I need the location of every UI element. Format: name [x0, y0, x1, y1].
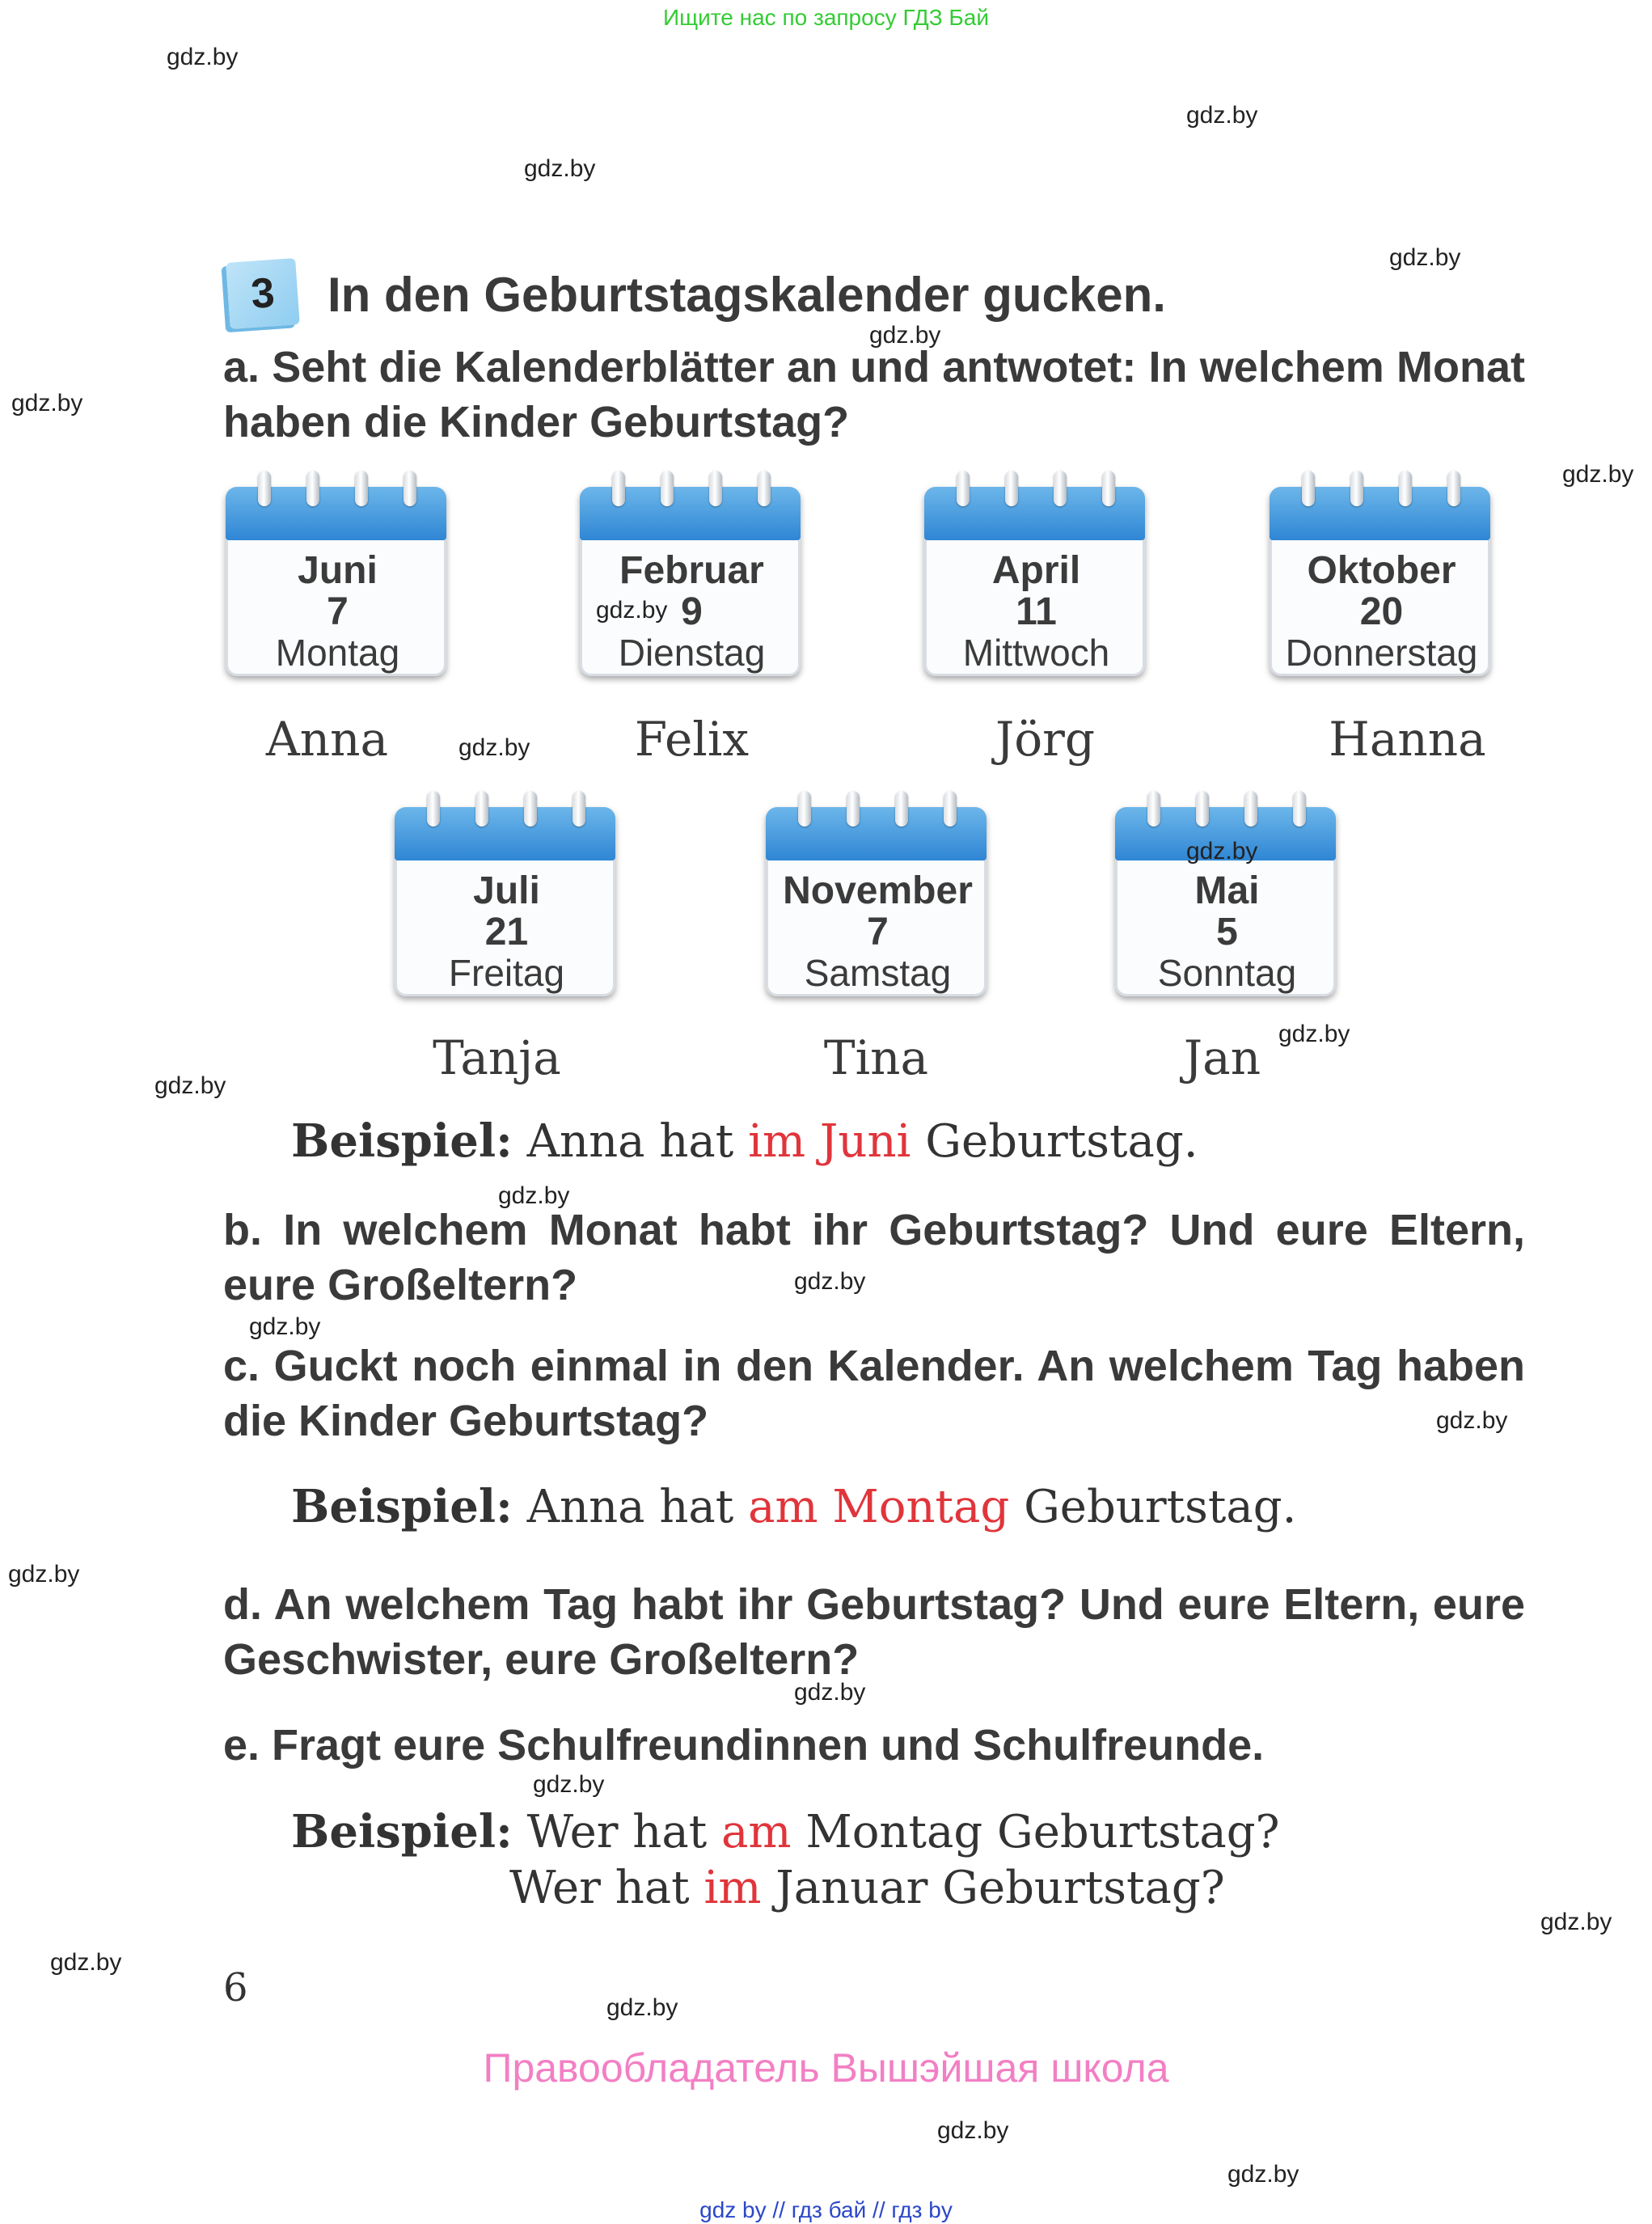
calendar-day: 20: [1359, 590, 1404, 633]
calendar-month: Mai: [1194, 869, 1260, 912]
example-label: Beispiel:: [291, 1805, 513, 1858]
watermark: gdz.by: [1278, 1021, 1350, 1047]
watermark: gdz.by: [1562, 461, 1634, 488]
example-text: Januar Geburtstag?: [761, 1862, 1225, 1914]
calendar-weekday: Samstag: [804, 952, 952, 994]
footer-links[interactable]: gdz by // гдз бай // гдз by: [699, 2197, 953, 2222]
example-text: Geburtstag.: [1009, 1481, 1297, 1533]
calendar-day: 9: [681, 590, 703, 633]
watermark: gdz.by: [1436, 1407, 1508, 1434]
calendar-day: 21: [484, 911, 529, 953]
calendar-page: [577, 471, 807, 683]
watermark: gdz.by: [167, 44, 239, 70]
watermark: gdz.by: [1186, 102, 1258, 129]
example-highlight: im: [703, 1862, 762, 1914]
watermark: gdz.by: [11, 390, 83, 416]
calendar-weekday: Dienstag: [618, 632, 766, 674]
kid-name: Tina: [823, 1030, 929, 1085]
task-a: a. Seht die Kalenderblätter an und antwotet: In welchem Monat haben die Kinder Geburtstag?: [223, 343, 1525, 446]
page-number: 6: [223, 1965, 248, 2010]
watermark: gdz.by: [154, 1072, 226, 1099]
kid-name: Jörg: [995, 712, 1096, 767]
calendar-day: 7: [867, 911, 889, 953]
example-text: Anna hat: [526, 1115, 749, 1168]
watermark: gdz.by: [1389, 244, 1461, 271]
watermark: gdz.by: [524, 155, 596, 182]
kid-name: Felix: [634, 712, 750, 767]
calendar-page: [1266, 471, 1497, 683]
task-e: e. Fragt eure Schulfreundinnen und Schulfreunde.: [223, 1721, 1265, 1769]
calendar-weekday: Mittwoch: [962, 632, 1110, 674]
watermark: gdz.by: [606, 1994, 678, 2021]
watermark: gdz.by: [458, 734, 530, 761]
exercise-number: 3: [249, 269, 277, 318]
example-sentence: [291, 1114, 1198, 1168]
example-label: Beispiel:: [291, 1480, 513, 1533]
calendar-month: April: [991, 549, 1081, 592]
exercise-title: In den Geburtstagskalender gucken.: [327, 268, 1166, 322]
calendar-month: Oktober: [1307, 549, 1456, 592]
watermark: gdz.by: [8, 1561, 80, 1588]
task-d: d. An welchem Tag habt ihr Geburtstag? Und eure Eltern, eure Geschwister, eure Großeltern?: [223, 1580, 1525, 1684]
top-banner[interactable]: Ищите нас по запросу ГДЗ Бай: [662, 5, 990, 30]
watermark: gdz.by: [50, 1949, 122, 1976]
calendar-month: Juli: [473, 869, 540, 912]
example-sentence: [291, 1805, 1280, 1858]
calendar-day: 7: [327, 590, 349, 633]
kid-name: Jan: [1183, 1030, 1261, 1085]
example-sentence: [291, 1480, 1296, 1533]
example-highlight: am Montag: [748, 1481, 1010, 1533]
example-text: Wer hat: [526, 1806, 722, 1858]
example-highlight: am: [721, 1806, 792, 1858]
watermark: gdz.by: [1186, 838, 1258, 865]
kid-name: Anna: [265, 712, 389, 767]
calendar-page: [222, 471, 453, 683]
calendar-day: 11: [1016, 590, 1057, 633]
watermark: gdz.by: [937, 2117, 1009, 2144]
watermark: gdz.by: [533, 1771, 605, 1798]
example-text: Montag Geburtstag?: [791, 1806, 1280, 1858]
watermark: gdz.by: [498, 1182, 570, 1209]
task-c: c. Guckt noch einmal in den Kalender. An welchem Tag haben die Kinder Geburtstag?: [223, 1342, 1525, 1445]
calendar-page: [391, 791, 622, 1003]
watermark: gdz.by: [794, 1268, 866, 1295]
example-highlight: im Juni: [748, 1115, 911, 1168]
calendar-weekday: Freitag: [448, 952, 565, 994]
calendar-day: 5: [1216, 911, 1238, 953]
calendar-page: [921, 471, 1151, 683]
calendar-weekday: Donnerstag: [1285, 632, 1478, 674]
calendar-month: November: [783, 869, 973, 912]
calendar-weekday: Sonntag: [1157, 952, 1297, 994]
watermark: gdz.by: [596, 597, 668, 624]
rights-holder: Правообладатель Вышэйшая школа: [483, 2045, 1169, 2091]
exercise-number-badge: [226, 258, 300, 329]
watermark: gdz.by: [1540, 1909, 1612, 1935]
example-text: Wer hat: [509, 1862, 704, 1914]
example-text: Geburtstag.: [911, 1115, 1198, 1168]
task-b: b. In welchem Monat habt ihr Geburtstag? Und eure Eltern, eure Großeltern?: [223, 1206, 1525, 1309]
kid-name: Hanna: [1329, 712, 1486, 767]
example-label: Beispiel:: [291, 1114, 513, 1168]
watermark: gdz.by: [249, 1313, 321, 1340]
watermark: gdz.by: [1227, 2161, 1299, 2188]
calendar-page: [1112, 791, 1342, 1003]
calendar-weekday: Montag: [275, 632, 400, 674]
kid-name: Tanja: [433, 1030, 561, 1085]
calendar-page: [763, 791, 993, 1003]
example-text: Anna hat: [526, 1481, 749, 1533]
watermark: gdz.by: [794, 1679, 866, 1706]
calendar-month: Juni: [298, 549, 378, 592]
example-sentence: [509, 1862, 1225, 1914]
calendar-month: Februar: [619, 549, 764, 592]
watermark: gdz.by: [869, 322, 941, 349]
